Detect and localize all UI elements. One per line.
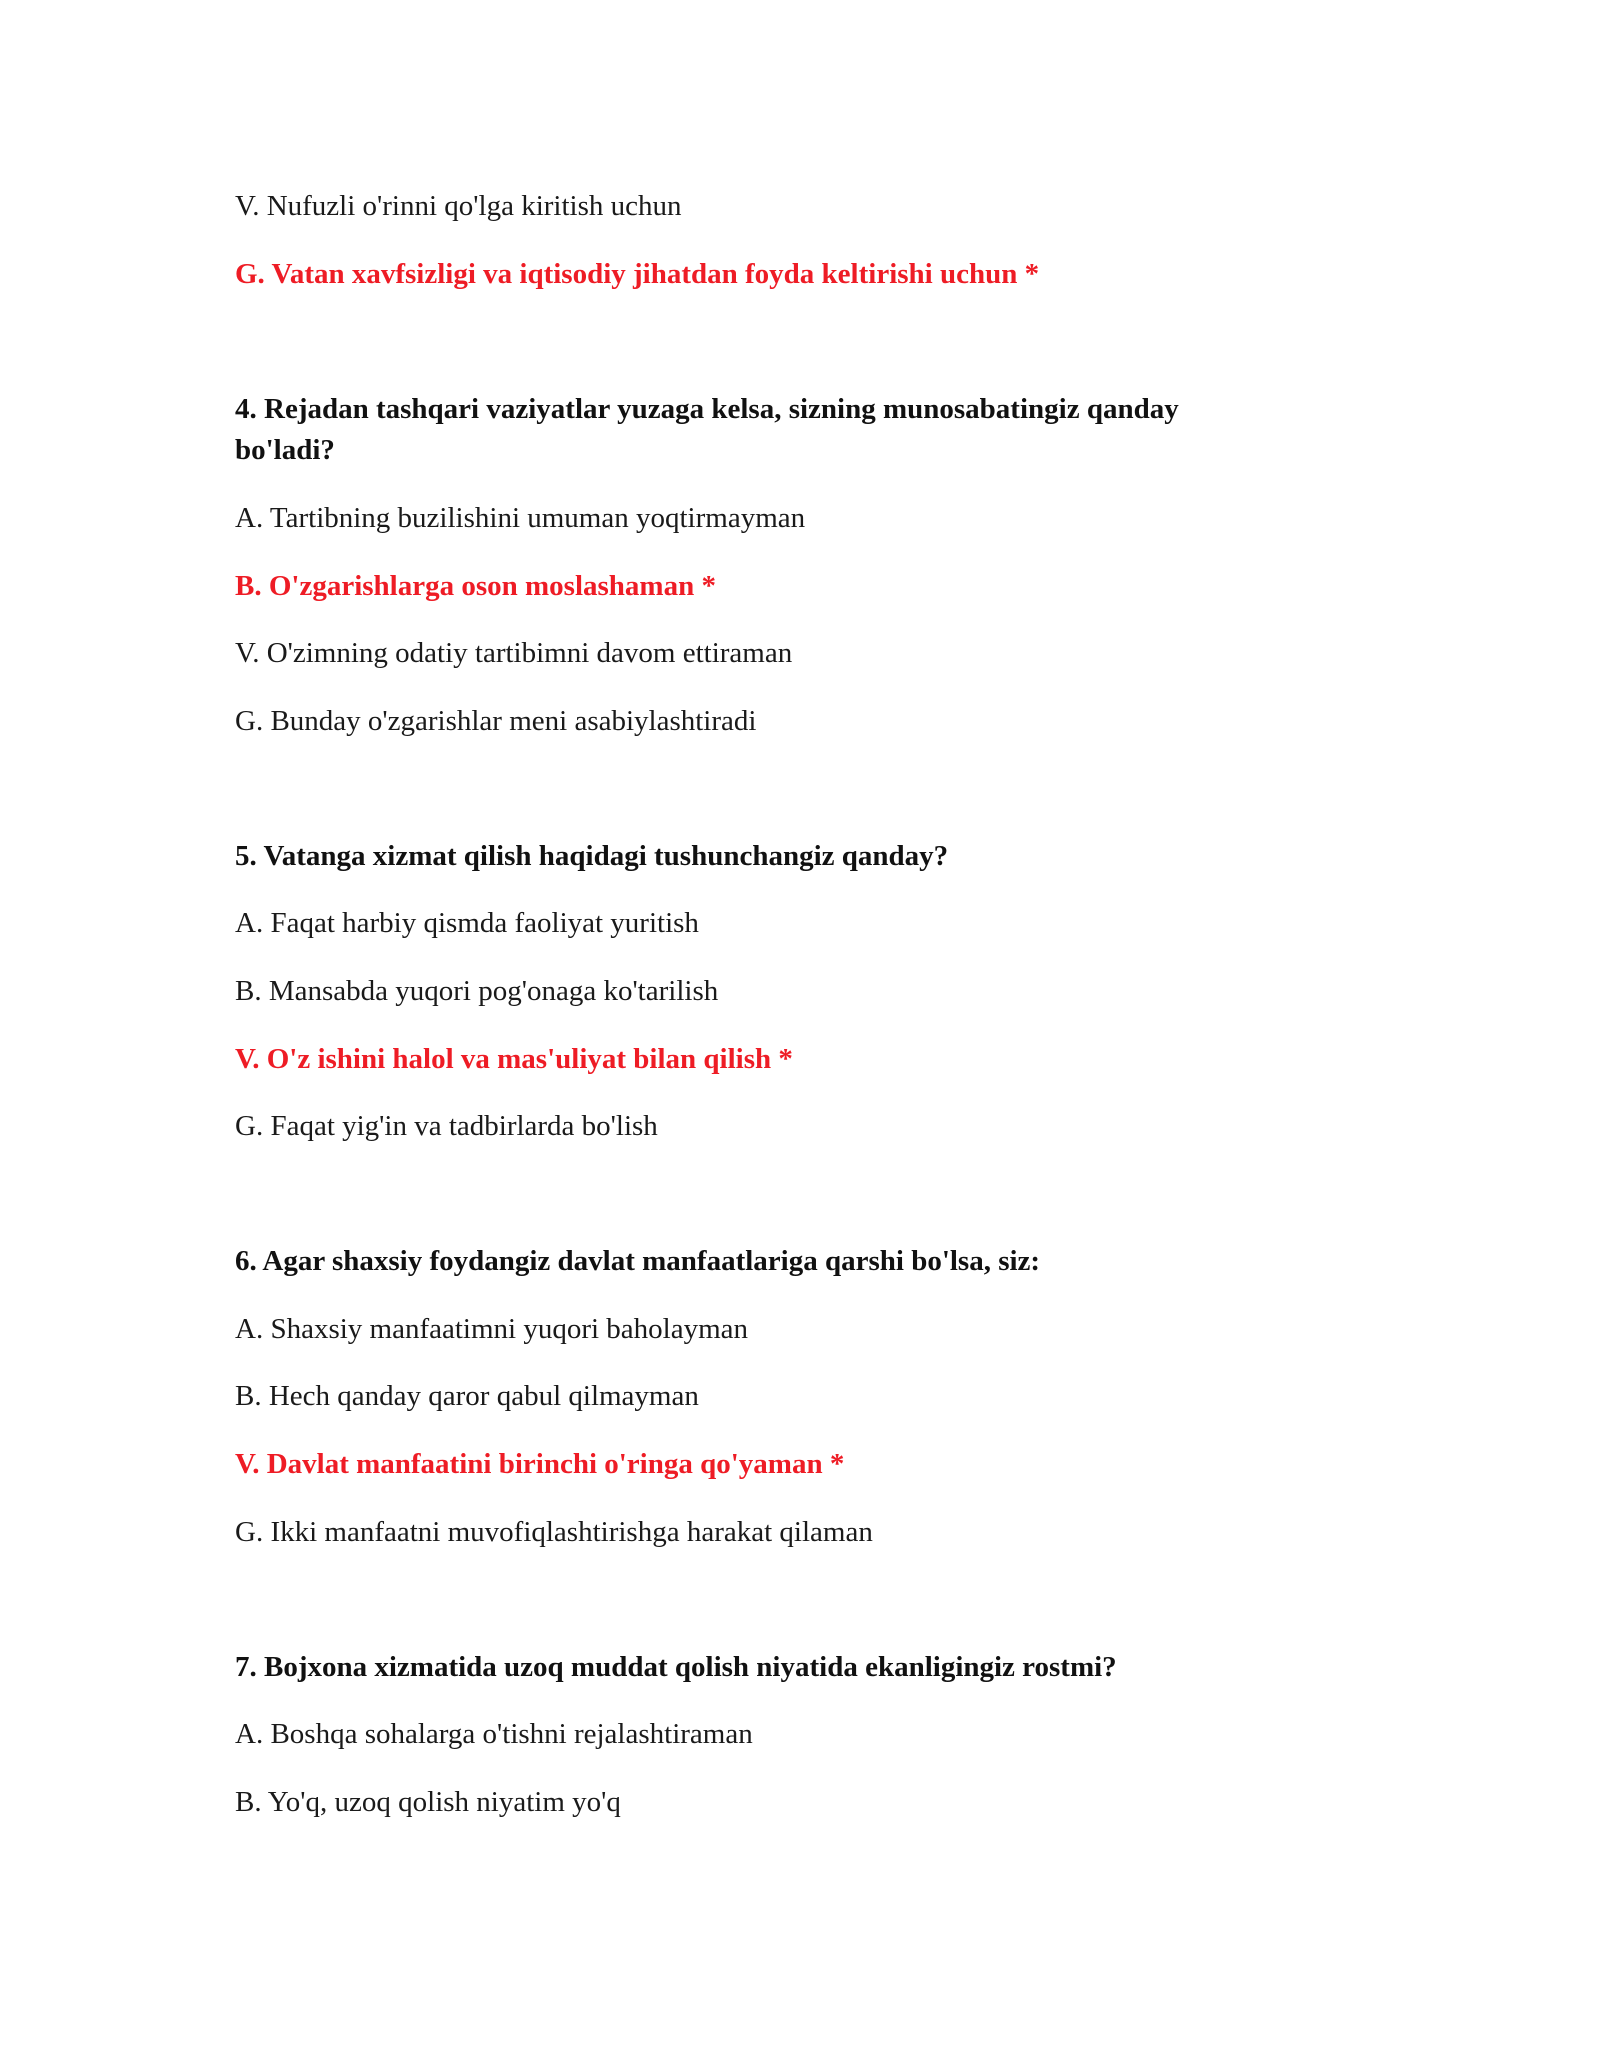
q3-option-v: V. Nufuzli o'rinni qo'lga kiritish uchun <box>235 190 682 222</box>
q5-option-v-correct: V. O'z ishini halol va mas'uliyat bilan qilish * <box>235 1043 793 1075</box>
q5-option-b: B. Mansabda yuqori pog'onaga ko'tarilish <box>235 975 719 1007</box>
q4-title-line1: 4. Rejadan tashqari vaziyatlar yuzaga kelsa, sizning munosabatingiz qanday <box>235 393 1179 425</box>
q4-option-g: G. Bunday o'zgarishlar meni asabiylashtiradi <box>235 705 757 737</box>
q6-option-g: G. Ikki manfaatni muvofiqlashtirishga harakat qilaman <box>235 1516 873 1548</box>
q4-option-b-correct: B. O'zgarishlarga oson moslashaman * <box>235 570 716 602</box>
q7-title: 7. Bojxona xizmatida uzoq muddat qolish niyatida ekanligingiz rostmi? <box>235 1651 1117 1683</box>
q6-option-v-correct: V. Davlat manfaatini birinchi o'ringa qo'yaman * <box>235 1448 845 1480</box>
q3-option-g-correct: G. Vatan xavfsizligi va iqtisodiy jihatdan foyda keltirishi uchun * <box>235 258 1040 290</box>
q7-option-a: A. Boshqa sohalarga o'tishni rejalashtiraman <box>235 1718 753 1750</box>
q5-option-a: A. Faqat harbiy qismda faoliyat yuritish <box>235 907 699 939</box>
q6-option-b: B. Hech qanday qaror qabul qilmayman <box>235 1380 699 1412</box>
q4-title-line2: bo'ladi? <box>235 434 335 466</box>
q5-title: 5. Vatanga xizmat qilish haqidagi tushunchangiz qanday? <box>235 840 949 872</box>
q5-option-g: G. Faqat yig'in va tadbirlarda bo'lish <box>235 1110 658 1142</box>
q6-option-a: A. Shaxsiy manfaatimni yuqori baholayman <box>235 1313 749 1345</box>
q4-option-v: V. O'zimning odatiy tartibimni davom ettiraman <box>235 637 793 669</box>
q7-option-b: B. Yo'q, uzoq qolish niyatim yo'q <box>235 1786 621 1818</box>
q6-title: 6. Agar shaxsiy foydangiz davlat manfaatlariga qarshi bo'lsa, siz: <box>235 1245 1041 1277</box>
q4-option-a: A. Tartibning buzilishini umuman yoqtirmayman <box>235 502 806 534</box>
